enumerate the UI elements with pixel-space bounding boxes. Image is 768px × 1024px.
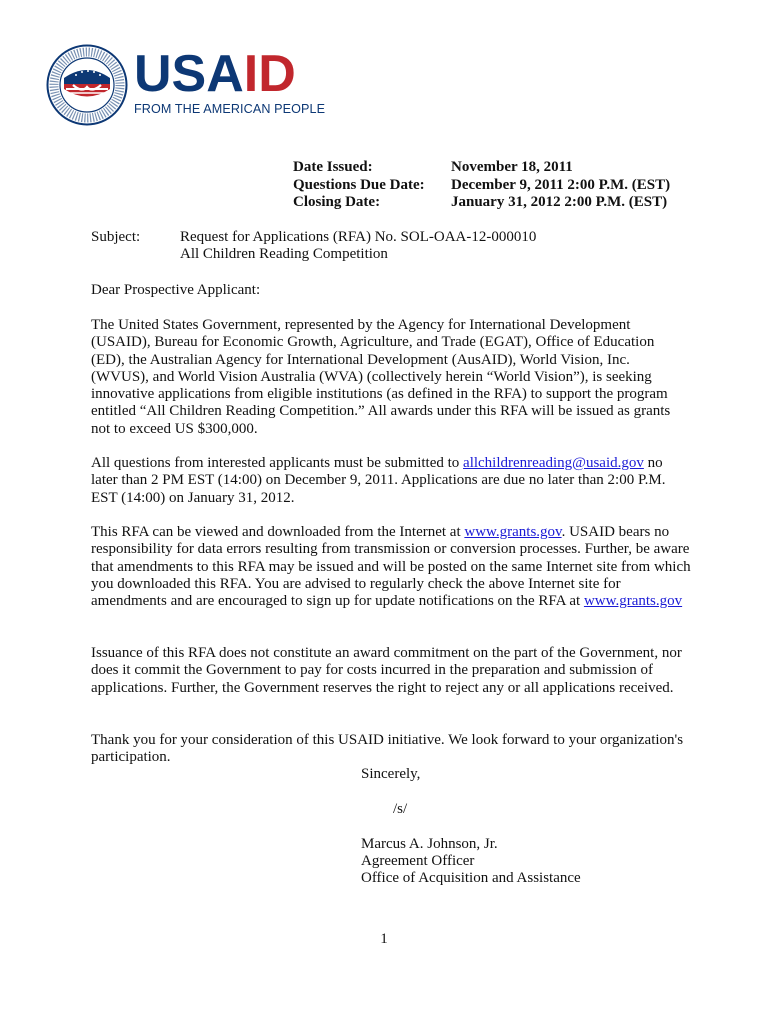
signer-name: Marcus A. Johnson, Jr. — [361, 836, 498, 852]
questions-text-end: no later than 2 PM EST (14:00) on December 9, 2011. Applications are due no later than 2:00 P.M. EST (14:00) on January 31, 2012. — [91, 455, 666, 506]
questions-text-start: All questions from interested applicants must be submitted to — [91, 455, 464, 471]
date-issued-label: Date Issued: — [293, 159, 373, 175]
signer-office: Office of Acquisition and Assistance — [361, 870, 581, 886]
questions-due-row — [293, 177, 670, 195]
subject-line-1: Request for Applications (RFA) No. SOL-OAA-12-000010 — [180, 229, 537, 245]
paragraph-thanks: Thank you for your consideration of this USAID initiative. We look forward to your organization's participation. — [91, 732, 684, 766]
email-link[interactable]: allchildrenreading@usaid.gov — [463, 455, 644, 471]
paragraph-questions — [91, 455, 691, 507]
download-text-middle: . USAID bears no responsibility for data errors resulting from transmission or conversion processes. Further, be aware that amendments to this RFA may be issued and will be posted on the same Internet site from which you downloaded this RFA. You are advised to regularly check the above Internet site for amendments and are encouraged to sign up for update notifications on the RFA at — [91, 524, 691, 610]
closing-date-label: Closing Date: — [293, 194, 381, 211]
date-issued-row — [293, 159, 670, 177]
page-number: 1 — [380, 931, 388, 947]
sincerely-text: Sincerely, — [361, 766, 421, 782]
subject-label: Subject: — [91, 229, 141, 245]
subject-line-2: All Children Reading Competition — [180, 246, 388, 263]
usaid-logo — [46, 44, 326, 130]
wordmark-usa: USA — [134, 45, 244, 103]
grants-gov-link[interactable]: www.grants.gov — [464, 524, 562, 540]
brand-tagline: FROM THE AMERICAN PEOPLE — [134, 102, 326, 116]
paragraph-issuance: Issuance of this RFA does not constitute an award commitment on the part of the Government, nor does it commit the Government to pay for costs incurred in the preparation and submission of applications. Further, the Government reserves the right to reject any or all applications received. — [91, 645, 682, 696]
grants-gov-link-2[interactable]: www.grants.gov — [583, 593, 683, 610]
usaid-wordmark — [134, 45, 296, 103]
closing-date-row — [293, 194, 670, 212]
usaid-seal-icon — [46, 44, 128, 126]
date-block — [293, 159, 670, 212]
closing-date-value: January 31, 2012 2:00 P.M. (EST) — [451, 194, 668, 211]
paragraph-download — [91, 524, 691, 610]
wordmark-id: ID — [243, 45, 296, 103]
subject-body — [180, 229, 600, 264]
paragraph-intro: The United States Government, represented by the Agency for International Development (USAID), Bureau for Economic Growth, Agriculture, and Trade (EGAT), Office of Education (ED), the Australian Agency for International Development (AusAID), World Vision, Inc. (WVUS), and World Vision Australia (WVA) (collectively herein “World Vision”), is seeking innovative applications from eligible institutions (as defined in the RFA) to support the program entitled “All Children Reading Competition.” All awards under this RFA will be issued as grants not to exceed US $300,000. — [91, 317, 671, 437]
questions-due-label: Questions Due Date: — [293, 176, 425, 193]
signer-title: Agreement Officer — [361, 853, 475, 869]
questions-due-value: December 9, 2011 2:00 P.M. (EST) — [451, 176, 671, 193]
date-issued-value: November 18, 2011 — [451, 159, 573, 175]
download-text-start: This RFA can be viewed and downloaded from the Internet at — [91, 524, 465, 540]
signature-mark: /s/ — [393, 801, 408, 817]
salutation: Dear Prospective Applicant: — [91, 282, 261, 298]
